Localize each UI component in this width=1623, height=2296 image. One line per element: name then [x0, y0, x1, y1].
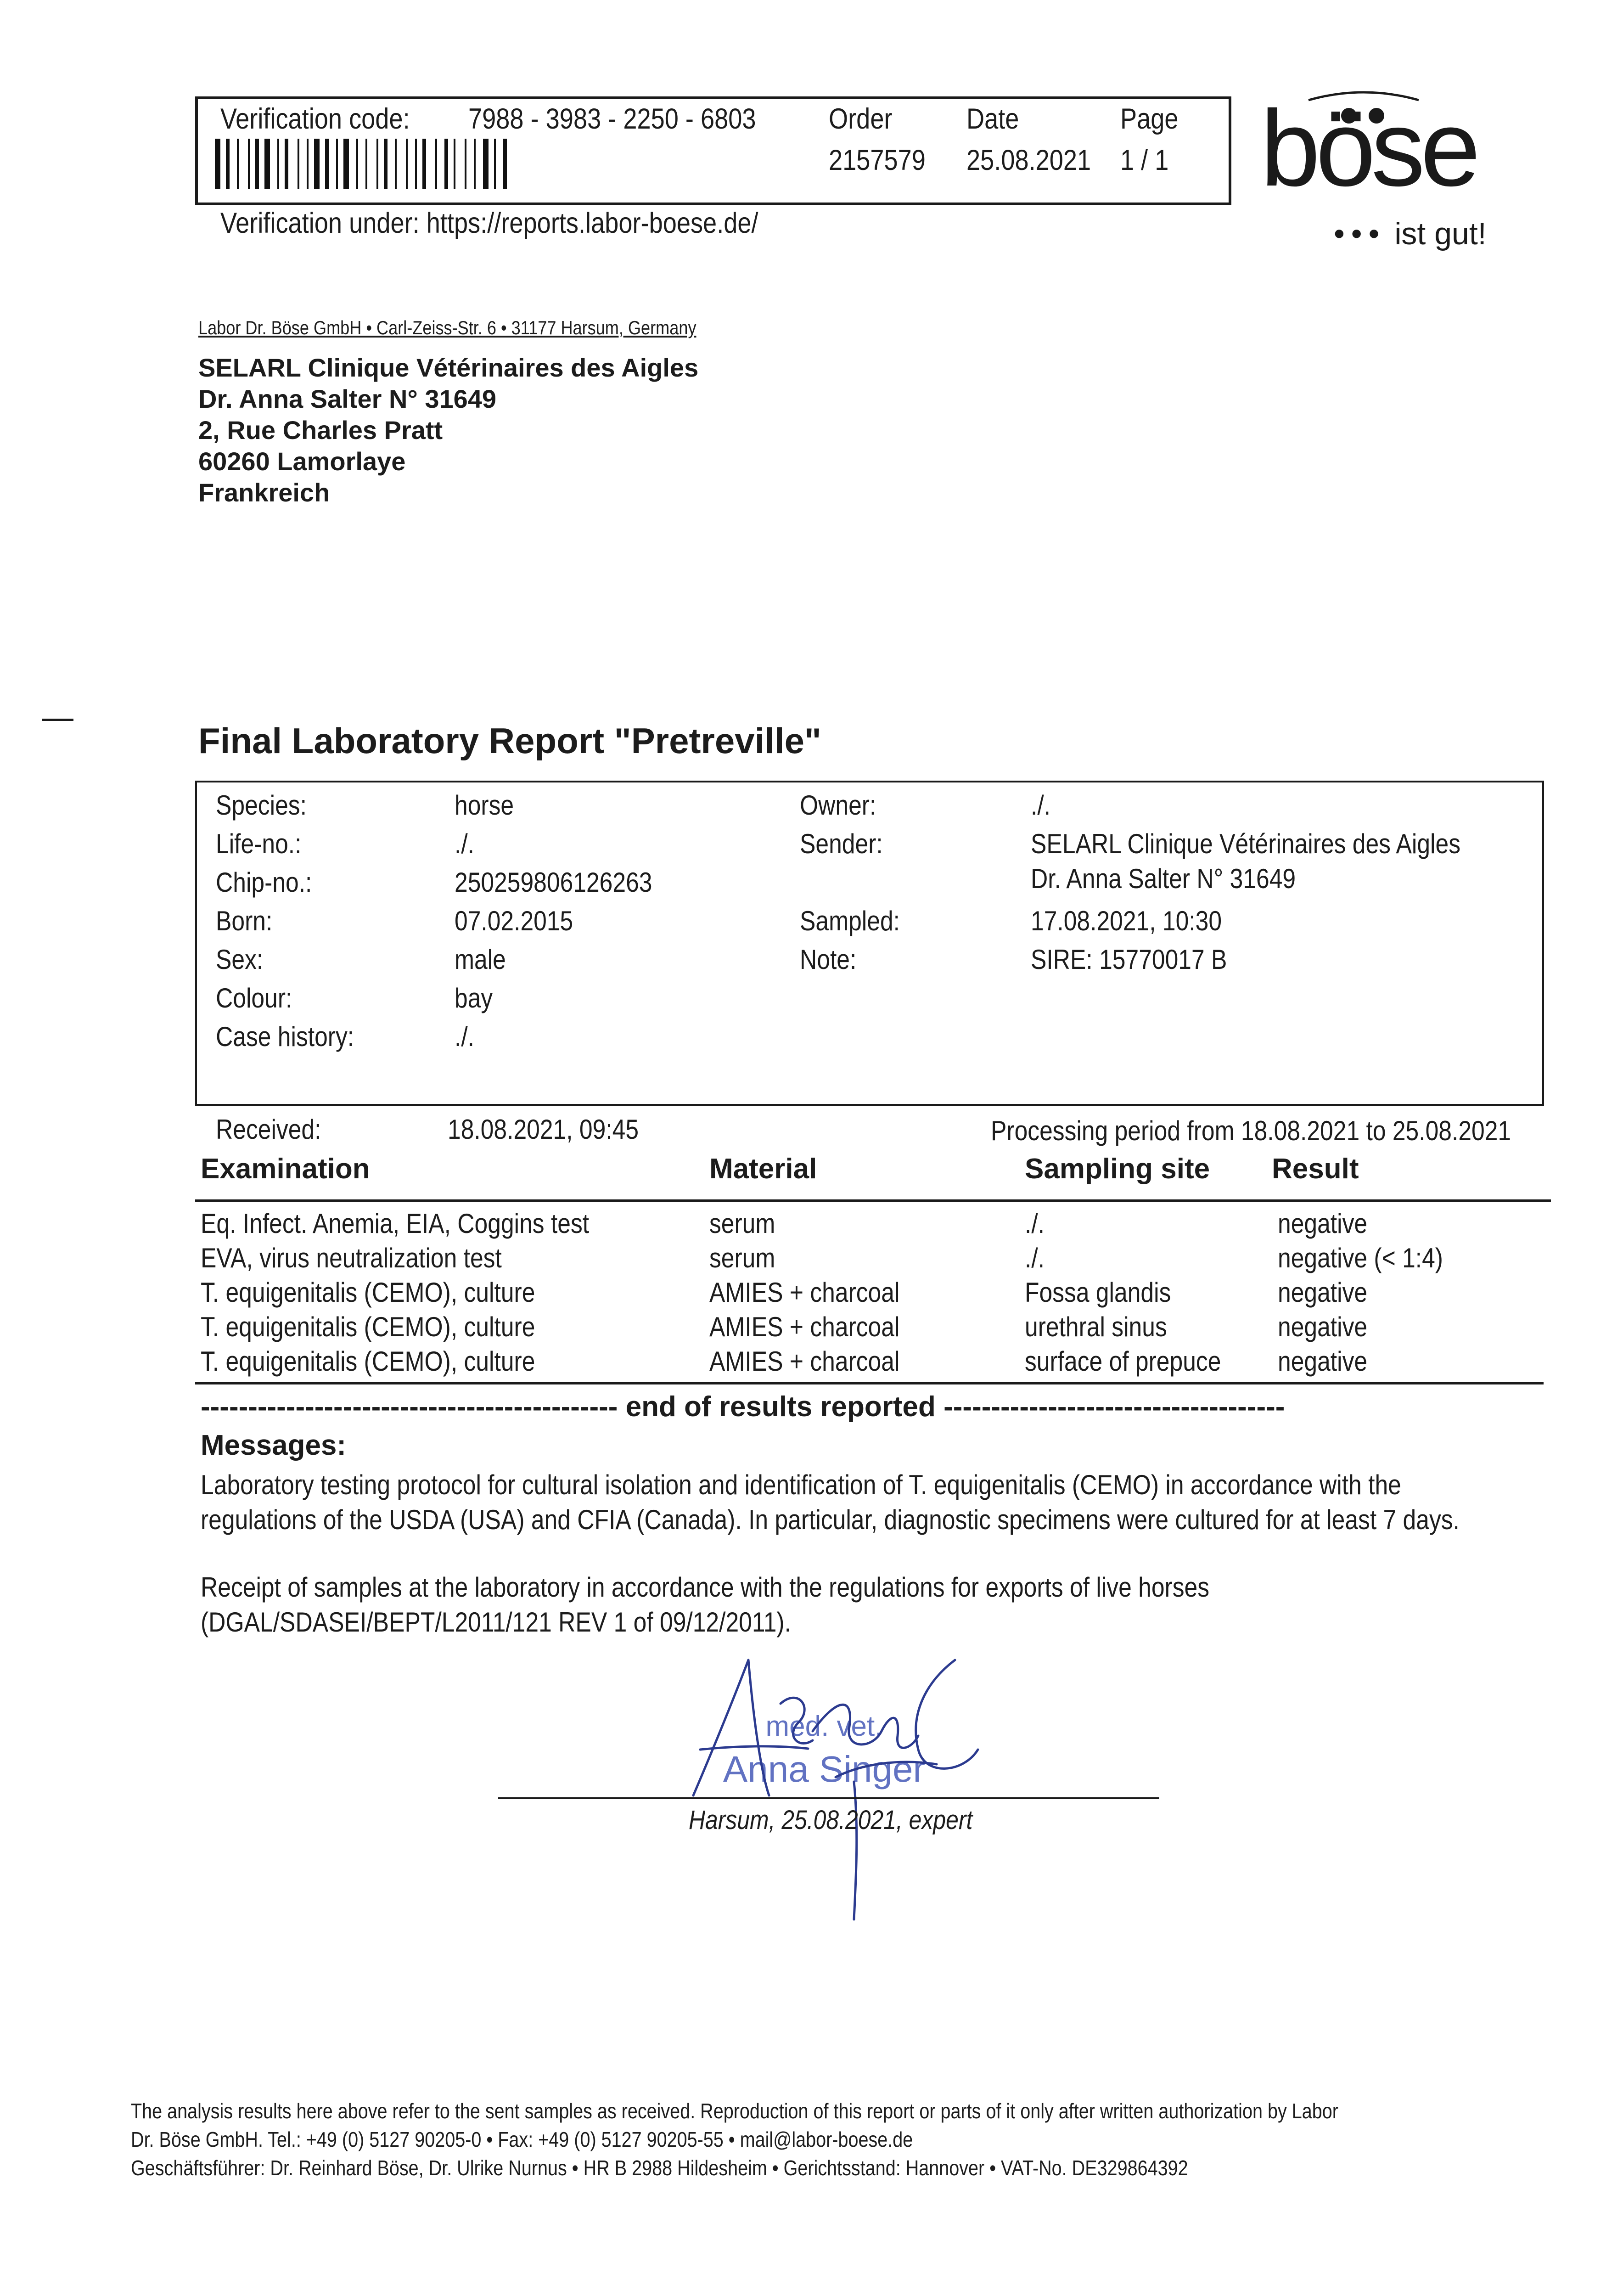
stamp-line-2: Anna Singer — [723, 1749, 926, 1790]
examination-cell: Eq. Infect. Anemia, EIA, Coggins test — [201, 1208, 590, 1239]
owner-value: ./. — [1031, 790, 1051, 821]
chip-no-value: 250259806126263 — [455, 867, 652, 898]
sender-value-line-1: SELARL Clinique Vétérinaires des Aigles — [1031, 828, 1461, 859]
table-bottom-rule — [195, 1382, 1544, 1384]
case-history-value: ./. — [455, 1021, 475, 1052]
recipient-line-3: 2, Rue Charles Pratt — [198, 416, 443, 445]
recipient-line-1: SELARL Clinique Vétérinaires des Aigles — [198, 353, 699, 382]
sender-return-address: Labor Dr. Böse GmbH • Carl-Zeiss-Str. 6 • 31177 Harsum, Germany — [198, 317, 696, 338]
note-label: Note: — [800, 944, 857, 975]
sex-label: Sex: — [216, 944, 264, 975]
verification-label: Verification code: — [220, 103, 410, 135]
order-value: 2157579 — [829, 144, 926, 176]
table-header-rule — [195, 1199, 1551, 1202]
colour-value: bay — [455, 983, 493, 1013]
sampling-site-cell: ./. — [1025, 1243, 1045, 1273]
signature-caption: Harsum, 25.08.2021, expert — [689, 1805, 973, 1835]
column-header-examination: Examination — [201, 1153, 370, 1185]
handwritten-signature — [661, 1644, 1019, 1929]
material-cell: AMIES + charcoal — [709, 1277, 900, 1308]
column-header-material: Material — [709, 1153, 817, 1185]
life-no-label: Life-no.: — [216, 828, 302, 859]
result-cell: negative — [1278, 1208, 1368, 1239]
verification-code: 7988 - 3983 - 2250 - 6803 — [468, 103, 756, 135]
date-value: 25.08.2021 — [966, 144, 1091, 176]
column-header-result: Result — [1272, 1153, 1359, 1185]
page-label: Page — [1120, 103, 1179, 135]
barcode — [215, 139, 552, 189]
sampling-site-cell: Fossa glandis — [1025, 1277, 1171, 1308]
footer-line-2: Dr. Böse GmbH. Tel.: +49 (0) 5127 90205-0 • Fax: +49 (0) 5127 90205-55 • mail@labor-boese.de — [131, 2127, 913, 2151]
material-cell: AMIES + charcoal — [709, 1311, 900, 1342]
note-value: SIRE: 15770017 B — [1031, 944, 1227, 975]
page-value: 1 / 1 — [1120, 144, 1169, 176]
verification-url: Verification under: https://reports.labor-boese.de/ — [220, 207, 758, 239]
logo-tagline: ••• ist gut! — [1334, 216, 1487, 251]
message-1-line-2: regulations of the USDA (USA) and CFIA (Canada). In particular, diagnostic specimens were cultured for at least 7 days. — [201, 1504, 1460, 1535]
material-cell: serum — [709, 1208, 775, 1239]
species-label: Species: — [216, 790, 307, 821]
message-1-line-1: Laboratory testing protocol for cultural isolation and identification of T. equigenitalis (CEMO) in accordance with the — [201, 1469, 1401, 1500]
material-cell: AMIES + charcoal — [709, 1346, 900, 1377]
chip-no-label: Chip-no.: — [216, 867, 312, 898]
sampling-site-cell: surface of prepuce — [1025, 1346, 1221, 1377]
examination-cell: T. equigenitalis (CEMO), culture — [201, 1277, 535, 1308]
case-history-label: Case history: — [216, 1021, 354, 1052]
life-no-value: ./. — [455, 828, 475, 859]
signature-line — [498, 1797, 1159, 1799]
recipient-line-4: 60260 Lamorlaye — [198, 447, 406, 476]
examination-cell: T. equigenitalis (CEMO), culture — [201, 1346, 535, 1377]
result-cell: negative (< 1:4) — [1278, 1243, 1443, 1273]
processing-period: Processing period from 18.08.2021 to 25.08.2021 — [991, 1115, 1511, 1146]
colour-label: Colour: — [216, 983, 292, 1013]
date-label: Date — [966, 103, 1019, 135]
logo-wordmark: böse — [1260, 88, 1476, 208]
result-cell: negative — [1278, 1346, 1368, 1377]
received-label: Received: — [216, 1114, 321, 1145]
result-cell: negative — [1278, 1311, 1368, 1342]
fold-mark — [42, 719, 73, 721]
born-label: Born: — [216, 906, 273, 936]
end-of-results-text: end of results reported — [625, 1391, 936, 1423]
examination-cell: T. equigenitalis (CEMO), culture — [201, 1311, 535, 1342]
examination-cell: EVA, virus neutralization test — [201, 1243, 502, 1273]
sender-label: Sender: — [800, 828, 883, 859]
end-dashes-left: -------------------------------------------- — [201, 1391, 618, 1423]
order-label: Order — [829, 103, 893, 135]
report-title: Final Laboratory Report "Pretreville" — [198, 720, 821, 761]
recipient-line-5: Frankreich — [198, 478, 330, 507]
sex-value: male — [455, 944, 506, 975]
result-cell: negative — [1278, 1277, 1368, 1308]
logo-bullets-icon: ••• — [1334, 216, 1386, 251]
sender-value-line-2: Dr. Anna Salter N° 31649 — [1031, 863, 1296, 894]
message-2-line-2: (DGAL/SDASEI/BEPT/L2011/121 REV 1 of 09/12/2011). — [201, 1607, 791, 1638]
column-header-sampling-site: Sampling site — [1025, 1153, 1210, 1185]
sampled-label: Sampled: — [800, 906, 900, 936]
messages-title: Messages: — [201, 1429, 347, 1461]
material-cell: serum — [709, 1243, 775, 1273]
end-of-results-line — [201, 1390, 1285, 1423]
footer-line-3: Geschäftsführer: Dr. Reinhard Böse, Dr. Ulrike Nurnus • HR B 2988 Hildesheim • Gerichtsstand: Hannover • VAT-No. DE329864392 — [131, 2156, 1188, 2180]
born-value: 07.02.2015 — [455, 906, 573, 936]
species-value: horse — [455, 790, 514, 821]
message-2-line-1: Receipt of samples at the laboratory in accordance with the regulations for exports of live horses — [201, 1572, 1210, 1603]
stamp-line-1: med. vet. — [765, 1711, 883, 1742]
owner-label: Owner: — [800, 790, 876, 821]
sampled-value: 17.08.2021, 10:30 — [1031, 906, 1222, 936]
received-value: 18.08.2021, 09:45 — [448, 1114, 639, 1145]
footer-line-1: The analysis results here above refer to the sent samples as received. Reproduction of this report or parts of it only after written authorization by Labor — [131, 2099, 1338, 2123]
end-dashes-right: ------------------------------------ — [943, 1391, 1285, 1423]
recipient-line-2: Dr. Anna Salter N° 31649 — [198, 384, 497, 413]
sampling-site-cell: urethral sinus — [1025, 1311, 1167, 1342]
sampling-site-cell: ./. — [1025, 1208, 1045, 1239]
